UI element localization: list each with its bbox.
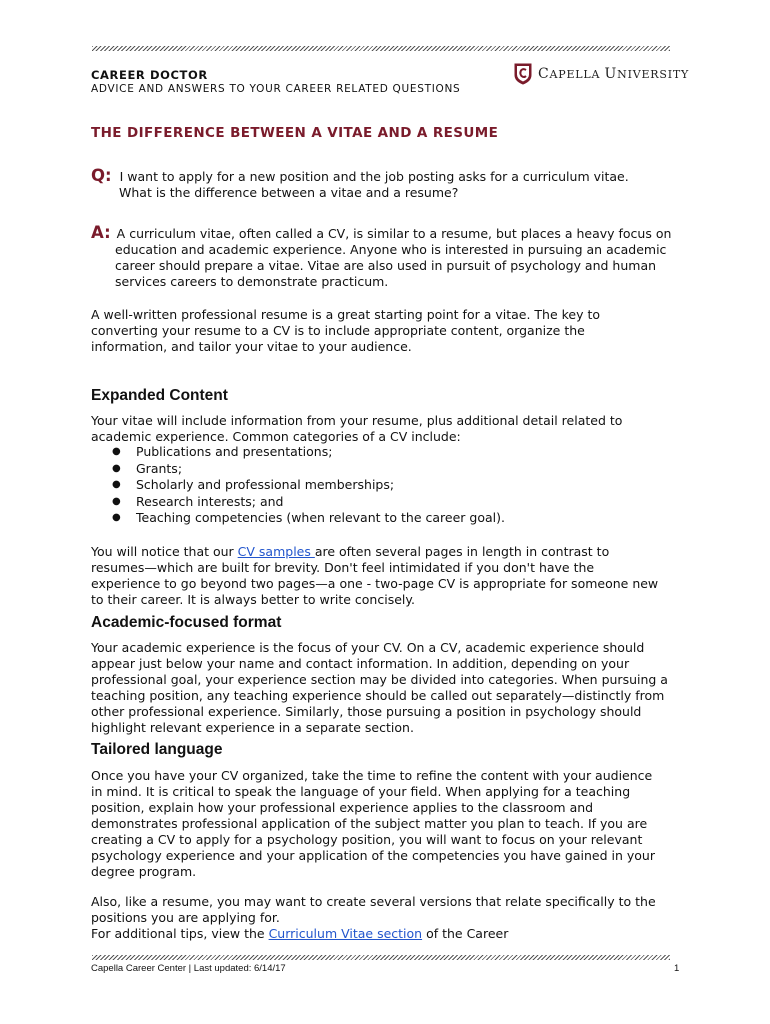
list-item: ● Scholarly and professional memberships; [112, 477, 395, 493]
answer-line: career should prepare a vitae. Vitae are also used in pursuit of psychology and human [115, 258, 657, 273]
answer-mark: A: [91, 223, 111, 242]
page-number: 1 [674, 963, 680, 974]
question-line: I want to apply for a new position and the job posting asks for a curriculum vitae. [119, 169, 629, 184]
answer-line: services careers to demonstrate practicum. [115, 274, 389, 289]
list-item: ● Grants; [112, 460, 183, 476]
bottom-rule [92, 955, 670, 960]
curriculum-vitae-section-link[interactable]: Curriculum Vitae section [268, 926, 423, 941]
logo-wordmark: CAPELLA UNIVERSITY [538, 66, 690, 82]
section-heading-expanded: Expanded Content [91, 387, 228, 404]
page-title: THE DIFFERENCE BETWEEN A VITAE AND A RESUME [91, 125, 499, 141]
list-item: ● Publications and presentations; [112, 444, 333, 459]
header-title: CAREER DOCTOR [91, 68, 208, 82]
answer-line: education and academic experience. Anyone who is interested in pursuing an academic [115, 242, 667, 257]
question-block [91, 168, 629, 201]
section-heading-tailored: Tailored language [91, 741, 223, 758]
answer-block [91, 225, 671, 290]
cv-samples-link[interactable]: CV samples [237, 544, 315, 559]
question-line: What is the difference between a vitae and a resume? [119, 185, 459, 200]
header-subtitle: ADVICE AND ANSWERS TO YOUR CAREER RELATED QUESTIONS [91, 83, 461, 95]
answer-line: A curriculum vitae, often called a CV, is similar to a resume, but places a heavy focus on [116, 226, 672, 241]
versions-paragraph: Also, like a resume, you may want to create several versions that relate specifically to the positions you are applying for. For additional tips, view the Curriculum Vitae section of the Career [91, 894, 656, 941]
list-item: ● Teaching competencies (when relevant to the career goal). [112, 510, 505, 526]
question-mark: Q: [91, 166, 112, 185]
capella-logo [514, 63, 689, 85]
cv-samples-paragraph: You will notice that our CV samples are often several pages in length in contrast to resumes—which are built for brevity. Don't feel intimidated if you don't have the experience to go beyond two pages—a one - two-page CV is appropriate for someone new to their career. It is always better to write concisely. [91, 544, 659, 607]
academic-paragraph: Your academic experience is the focus of your CV. On a CV, academic experience should appear just below your name and contact information. In addition, depending on your professional goal, your experience section may be divided into categories. When pursuing a teaching position, any teaching experience should be called out separately—distinctly from other professional experience. Similarly, those pursuing a position in psychology should highlight relevant experience in a separate section. [91, 640, 668, 735]
capella-shield-icon [514, 63, 532, 85]
cv-categories-list [112, 444, 505, 527]
footer-text: Capella Career Center | Last updated: 6/14/17 [91, 963, 286, 974]
tailored-paragraph: Once you have your CV organized, take the time to refine the content with your audience in mind. It is critical to speak the language of your field. When applying for a teaching position, explain how your professional experience applies to the classroom and demonstrates professional application of the subject matter you plan to teach. If you are creating a CV to apply for a psychology position, you will want to focus on your relevant psychology experience and your application of the competencies you have gained in your degree program. [91, 768, 655, 879]
intro-paragraph: A well-written professional resume is a great starting point for a vitae. The key to converting your resume to a CV is to include appropriate content, organize the information, and tailor your vitae to your audience. [91, 307, 601, 354]
expanded-paragraph: Your vitae will include information from your resume, plus additional detail related to academic experience. Common categories of a CV include: [91, 413, 623, 444]
section-heading-academic: Academic-focused format [91, 614, 282, 631]
list-item: ● Research interests; and [112, 493, 284, 509]
top-rule [92, 46, 670, 51]
